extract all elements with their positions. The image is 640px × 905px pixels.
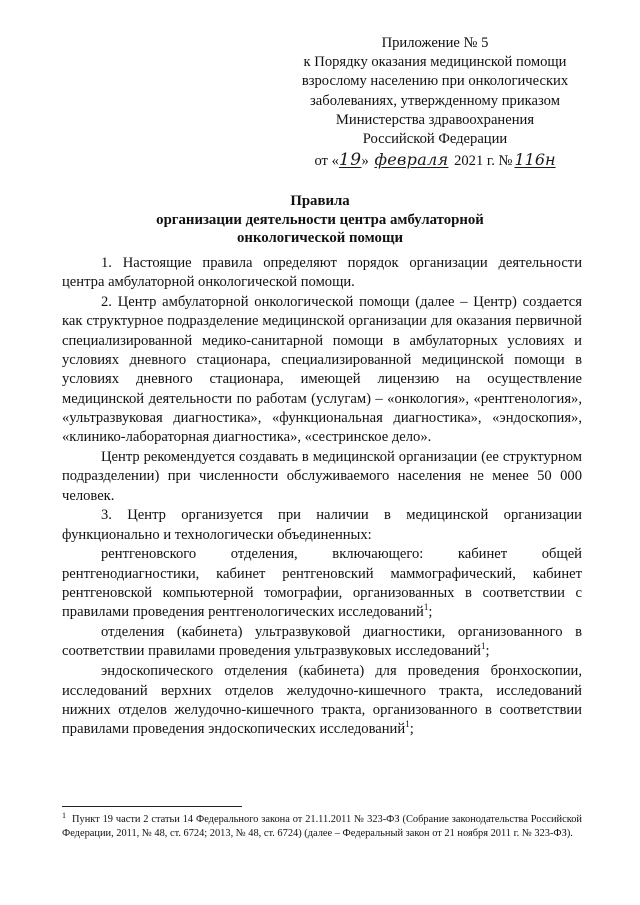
footnote-ref: 1 — [405, 719, 410, 730]
paragraph-3: Центр рекомендуется создавать в медицинской организации (ее структурном подразделении) при численности обслуживаемого населения не менее 50 000 человек. — [62, 448, 582, 504]
paragraph-1: 1. Настоящие правила определяют порядок организации деятельности центра амбулаторной онкологической помощи. — [62, 255, 582, 291]
appendix-title: Приложение № 5 — [381, 35, 489, 51]
footnote-ref: 1 — [481, 641, 486, 652]
date-separator: » — [361, 153, 373, 170]
order-date-line — [275, 150, 595, 171]
appendix-line: Российской Федерации — [362, 131, 508, 148]
handwritten-order-number: 116н — [514, 150, 556, 170]
semicolon: ; — [428, 604, 433, 621]
date-prefix: от « — [314, 153, 339, 170]
paragraph-7 — [62, 662, 582, 739]
footnote — [62, 810, 582, 840]
appendix-line: Министерства здравоохранения — [335, 111, 535, 128]
footnote-ref: 1 — [423, 602, 429, 613]
footnote-text: Пункт 19 части 2 статьи 14 Федерального закона от 21.11.2011 № 323-ФЗ (Собрание законодательства Российской Федерации, 2011, № 48, ст. 6724; 2013, № 48, ст. 6724) (далее – Федеральный закон от 21 ноября 2011 г. № 323-ФЗ). — [62, 814, 582, 839]
document-title — [60, 192, 580, 248]
title-line: организации деятельности центра амбулаторной — [156, 211, 484, 228]
handwritten-day: 19 — [338, 150, 362, 171]
paragraph-6 — [62, 623, 582, 662]
paragraph-7-text: эндоскопического отделения (кабинета) для проведения бронхоскопии, исследований верхних отделов желудочно-кишечного тракта, исследований нижних отделов желудочно-кишечного тракта, организованного в соответствии правилами проведения эндоскопических исследований — [62, 663, 582, 738]
paragraph-5-text: рентгеновского отделения, включающего: кабинет общей рентгенодиагностики, кабинет рентгеновский маммографический, кабинет рентгеновской компьютерной томографии, организованных в соответствии с правилами проведения рентгенологических исследований — [62, 546, 582, 621]
title-line: онкологической помощи — [237, 230, 403, 247]
appendix-header — [275, 34, 595, 171]
title-line: Правила — [290, 193, 350, 209]
paragraph-4: 3. Центр организуется при наличии в медицинской организации функционально и технологически объединенных: — [62, 507, 582, 543]
footnote-mark: 1 — [62, 810, 66, 820]
document-body — [62, 254, 582, 740]
semicolon: ; — [409, 721, 414, 738]
appendix-line: заболеваниях, утвержденному приказом — [310, 92, 560, 109]
paragraph-6-text: отделения (кабинета) ультразвуковой диагностики, организованного в соответствии правилами проведения ультразвуковых исследований — [62, 624, 582, 660]
date-year: 2021 г. № — [450, 153, 513, 170]
appendix-line: взрослому населению при онкологических — [301, 73, 569, 90]
footnote-separator — [62, 806, 242, 807]
paragraph-2: 2. Центр амбулаторной онкологической помощи (далее – Центр) создается как структурное подразделение медицинской организации для оказания первичной специализированной медико-санитарной помощи в амбулаторных условиях и условиях дневного стационара, специализированной медицинской помощи в условиях дневного стационара, имеющей лицензию на осуществление медицинской деятельности по работам (услугам) – «онкология», «рентгенология», «ультразвуковая диагностика», «функциональная диагностика», «эндоскопия», «клинико-лабораторная диагностика», «сестринское дело». — [62, 294, 582, 446]
semicolon: ; — [485, 643, 490, 660]
appendix-line: к Порядку оказания медицинской помощи — [303, 54, 567, 71]
paragraph-5 — [62, 545, 582, 622]
handwritten-month: февраля — [374, 150, 449, 170]
